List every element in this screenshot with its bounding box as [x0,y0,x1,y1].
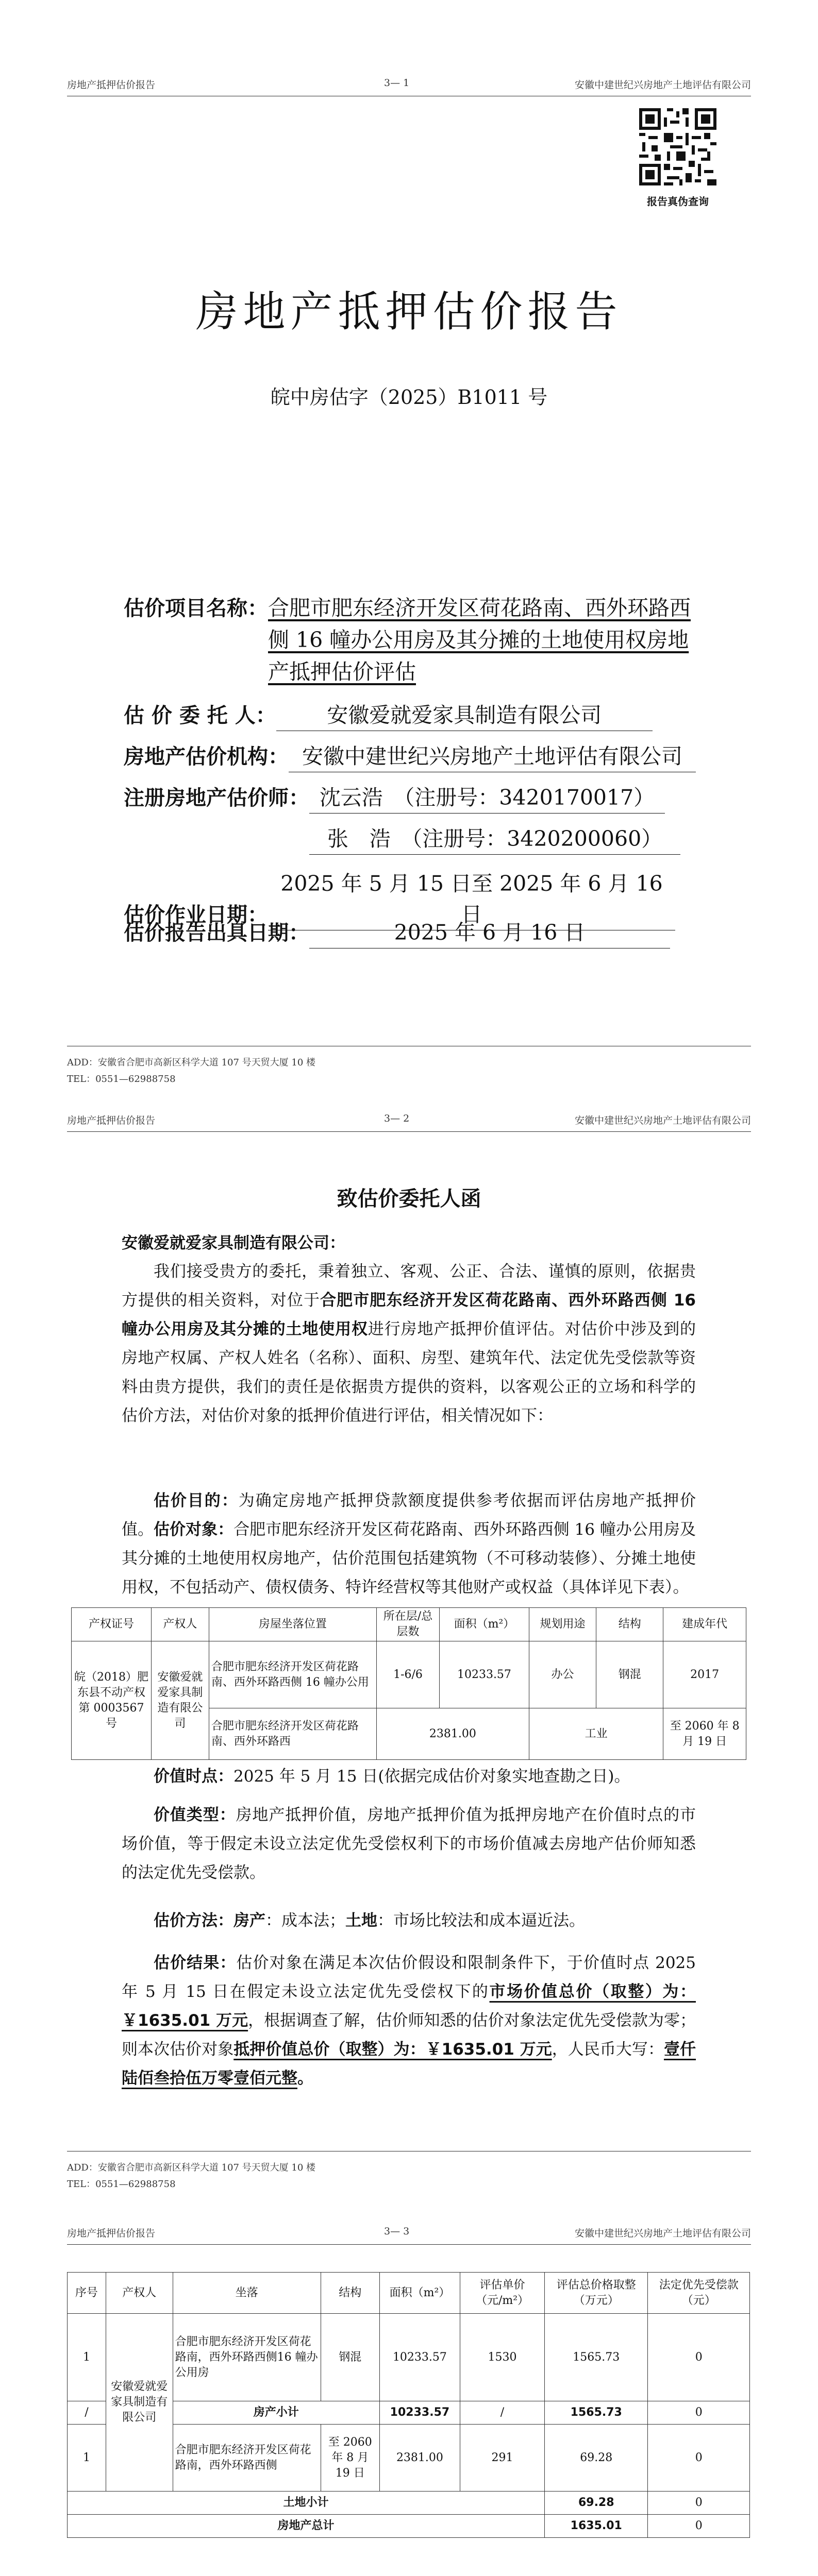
valuation-table [67,2272,750,2538]
page-header [67,1113,751,1132]
page-header [67,2226,751,2245]
appraiser-2: 张 浩 （注册号：3420200060） [309,823,680,855]
org-field [124,741,696,772]
r1-location: 合肥市肥东经济开发区荷花路南，西外环路西侧16 幢办公用房 [173,2314,321,2401]
r1-structure: 钢混 [321,2314,379,2401]
report-title: 房地产抵押估价报告 [195,287,623,336]
qr-code-icon[interactable] [639,108,716,185]
th-use: 规划用途 [529,1608,596,1641]
org-label: 房地产估价机构： [124,745,289,769]
r1-claim: 0 [648,2314,750,2401]
td-location-2: 合肥市肥东经济开发区荷花路南、西外环路西 [209,1708,376,1760]
th-area: 面积（m²） [440,1608,529,1641]
th-location: 坐落 [173,2273,321,2314]
letter-salutation: 安徽爱就爱家具制造有限公司： [122,1234,345,1252]
land-sub-total: 69.28 [545,2492,648,2515]
letter-intro: 我们接受贵方的委托，秉着独立、客观、公正、合法、谨慎的原则，依据贵方提供的相关资料，对位于合肥市肥东经济开发区荷花路南、西外环路西侧 16 幢办公用房及其分摊的土地使用权进行房地产抵押价值评估。对估价中涉及到的房地产权属、产权人姓名（名称）、面积、房型、建筑年代、法定优先受偿款等资料由贵方提供，我们的责任是依据贵方提供的资料，以客观公正的立场和科学的估价方法，对估价对象的抵押价值进行评估，相关情况如下： [122,1262,696,1425]
sub-area: 10233.57 [379,2401,460,2425]
footer-tel: TEL：0551—62988758 [67,1074,176,1084]
r2-price: 291 [460,2425,544,2492]
report-number: 皖中房估字（2025）B1011 号 [270,386,548,409]
r1-area: 10233.57 [379,2314,460,2401]
appraiser-label: 注册房地产估价师： [124,786,309,810]
period-value: 2025 年 5 月 15 日至 2025 年 6 月 16 日 [268,868,675,930]
td-cert: 皖（2018）肥东县不动产权第 0003567 号 [72,1641,152,1760]
th-floor: 所在层/总层数 [376,1608,439,1641]
cover-page [0,0,818,1103]
result-paragraph: 估价结果：估价对象在满足本次估价假设和限制条件下，于价值时点 2025 年 5 月 15 日在假定未设立法定优先受偿权下的市场价值总价（取整）为：￥1635.01 万元，根据调查了解，估价师知悉的估价对象法定优先受偿款为零；则本次估价对象抵押价值总价（取整）为：￥1635.01 万元，人民币大写：壹仟陆佰叁拾伍万零壹佰元整。 [122,1954,696,2088]
client-value: 安徽爱就爱家具制造有限公司 [276,700,653,731]
project-name-line1: 合肥市肥东经济开发区荷花路南、西外环路西 [268,596,691,620]
appraiser-1: 沈云浩 （注册号：3420170017） [309,782,665,814]
r2-total: 69.28 [545,2425,648,2492]
td-use-1: 办公 [529,1641,596,1708]
header-page-number: 3— 1 [384,77,410,89]
letter-title: 致估价委托人函 [337,1187,481,1211]
issue-date-value: 2025 年 6 月 16 日 [309,917,670,948]
td-year: 2017 [663,1641,746,1708]
td-expire: 至 2060 年 8 月 19 日 [663,1708,746,1760]
r2-no: 1 [68,2425,106,2492]
project-name-line3: 产抵押估价评估 [268,659,416,684]
value-date-paragraph: 价值时点：2025 年 5 月 15 日(依据完成估价对象实地查勘之日)。 [154,1767,630,1786]
header-right: 安徽中建世纪兴房地产土地评估有限公司 [574,2228,751,2239]
r1-no: 1 [68,2314,106,2401]
td-floor: 1-6/6 [376,1641,439,1708]
td-location-1: 合肥市肥东经济开发区荷花路南、西外环路西侧 16 幢办公用 [209,1641,376,1708]
appraiser-field [124,782,665,814]
client-field [124,700,653,731]
page-footer [67,1046,751,1088]
th-structure: 结构 [596,1608,663,1641]
owner-cell: 安徽爱就爱家具制造有限公司 [106,2314,173,2492]
header-page-number: 3— 2 [384,1113,410,1124]
land-sub-label: 土地小计 [68,2492,545,2515]
th-cert: 产权证号 [72,1608,152,1641]
project-name-line3-row [268,656,416,687]
r2-location: 合肥市肥东经济开发区荷花路南，西外环路西侧 [173,2425,321,2492]
grand-claim: 0 [648,2515,750,2538]
r2-claim: 0 [648,2425,750,2492]
appraiser-2-row [309,823,680,855]
grand-label: 房地产总计 [68,2515,545,2538]
th-unit-price: 评估单价（元/m²） [460,2273,544,2314]
project-name-field [124,592,691,624]
header-right: 安徽中建世纪兴房地产土地评估有限公司 [574,79,751,91]
grand-total: 1635.01 [545,2515,648,2538]
org-value: 安徽中建世纪兴房地产土地评估有限公司 [289,741,696,772]
land-sub-claim: 0 [648,2492,750,2515]
td-owner: 安徽爱就爱家具制造有限公司 [151,1641,209,1760]
th-location: 房屋坐落位置 [209,1608,376,1641]
td-area: 10233.57 [440,1641,529,1708]
value-type-paragraph: 价值类型：房地产抵押价值，房地产抵押价值为抵押房地产在价值时点的市场价值，等于假定未设立法定优先受偿权利下的市场价值减去房地产估价师知悉的法定优先受偿款。 [122,1806,696,1882]
footer-address: ADD：安徽省合肥市高新区科学大道 107 号天贸大厦 10 楼 [67,1057,316,1068]
sub-claim: 0 [648,2401,750,2425]
purpose-paragraph: 估价目的：为确定房地产抵押贷款额度提供参考依据而评估房地产抵押价值。 [122,1492,696,1539]
th-owner: 产权人 [106,2273,173,2314]
sub-price: / [460,2401,544,2425]
header-left: 房地产抵押估价报告 [67,79,156,91]
th-total: 评估总价格取整（万元） [545,2273,648,2314]
r2-area: 2381.00 [379,2425,460,2492]
r1-total: 1565.73 [545,2314,648,2401]
th-claim: 法定优先受偿款（元） [648,2273,750,2314]
td-area-2: 2381.00 [376,1708,529,1760]
method-paragraph: 估价方法：房产：成本法；土地：市场比较法和成本逼近法。 [154,1911,585,1930]
r1-price: 1530 [460,2314,544,2401]
sub-label: 房产小计 [173,2401,379,2425]
footer-address: ADD：安徽省合肥市高新区科学大道 107 号天贸大厦 10 楼 [67,2162,316,2173]
header-left: 房地产抵押估价报告 [67,2228,156,2239]
th-structure: 结构 [321,2273,379,2314]
th-year: 建成年代 [663,1608,746,1641]
object-paragraph: 估价对象：合肥市肥东经济开发区荷花路南、西外环路西侧 16 幢办公用房及其分摊的土地使用权房地产，估价范围包括建筑物（不可移动装修）、分摊土地使用权，不包括动产、债权债务、特许经营权等其他财产或权益（具体详见下表）。 [122,1520,696,1597]
sub-no: / [68,2401,106,2425]
page-footer [67,2151,751,2193]
header-left: 房地产抵押估价报告 [67,1115,156,1126]
period-label: 估价作业日期： [124,903,268,927]
td-structure: 钢混 [596,1641,663,1708]
td-use-2: 工业 [529,1708,663,1760]
th-area: 面积（m²） [379,2273,460,2314]
page-header [67,77,751,96]
project-name-line2: 侧 16 幢办公用房及其分摊的土地使用权房地 [268,628,689,652]
header-right: 安徽中建世纪兴房地产土地评估有限公司 [574,1115,751,1126]
r2-expire: 至 2060 年 8 月 19 日 [321,2425,379,2492]
sub-total: 1565.73 [545,2401,648,2425]
header-page-number: 3— 3 [384,2226,410,2237]
th-owner: 产权人 [151,1608,209,1641]
issue-date-field [124,917,670,948]
issue-date-label: 估价报告出具日期： [124,921,309,945]
project-name-line2-row [268,624,689,655]
client-label: 估 价 委 托 人： [124,704,276,727]
th-no: 序号 [68,2273,106,2314]
property-table [71,1607,746,1760]
qr-caption: 报告真伪查询 [647,195,709,208]
footer-tel: TEL：0551—62988758 [67,2179,176,2190]
project-name-label: 估价项目名称： [124,597,268,620]
